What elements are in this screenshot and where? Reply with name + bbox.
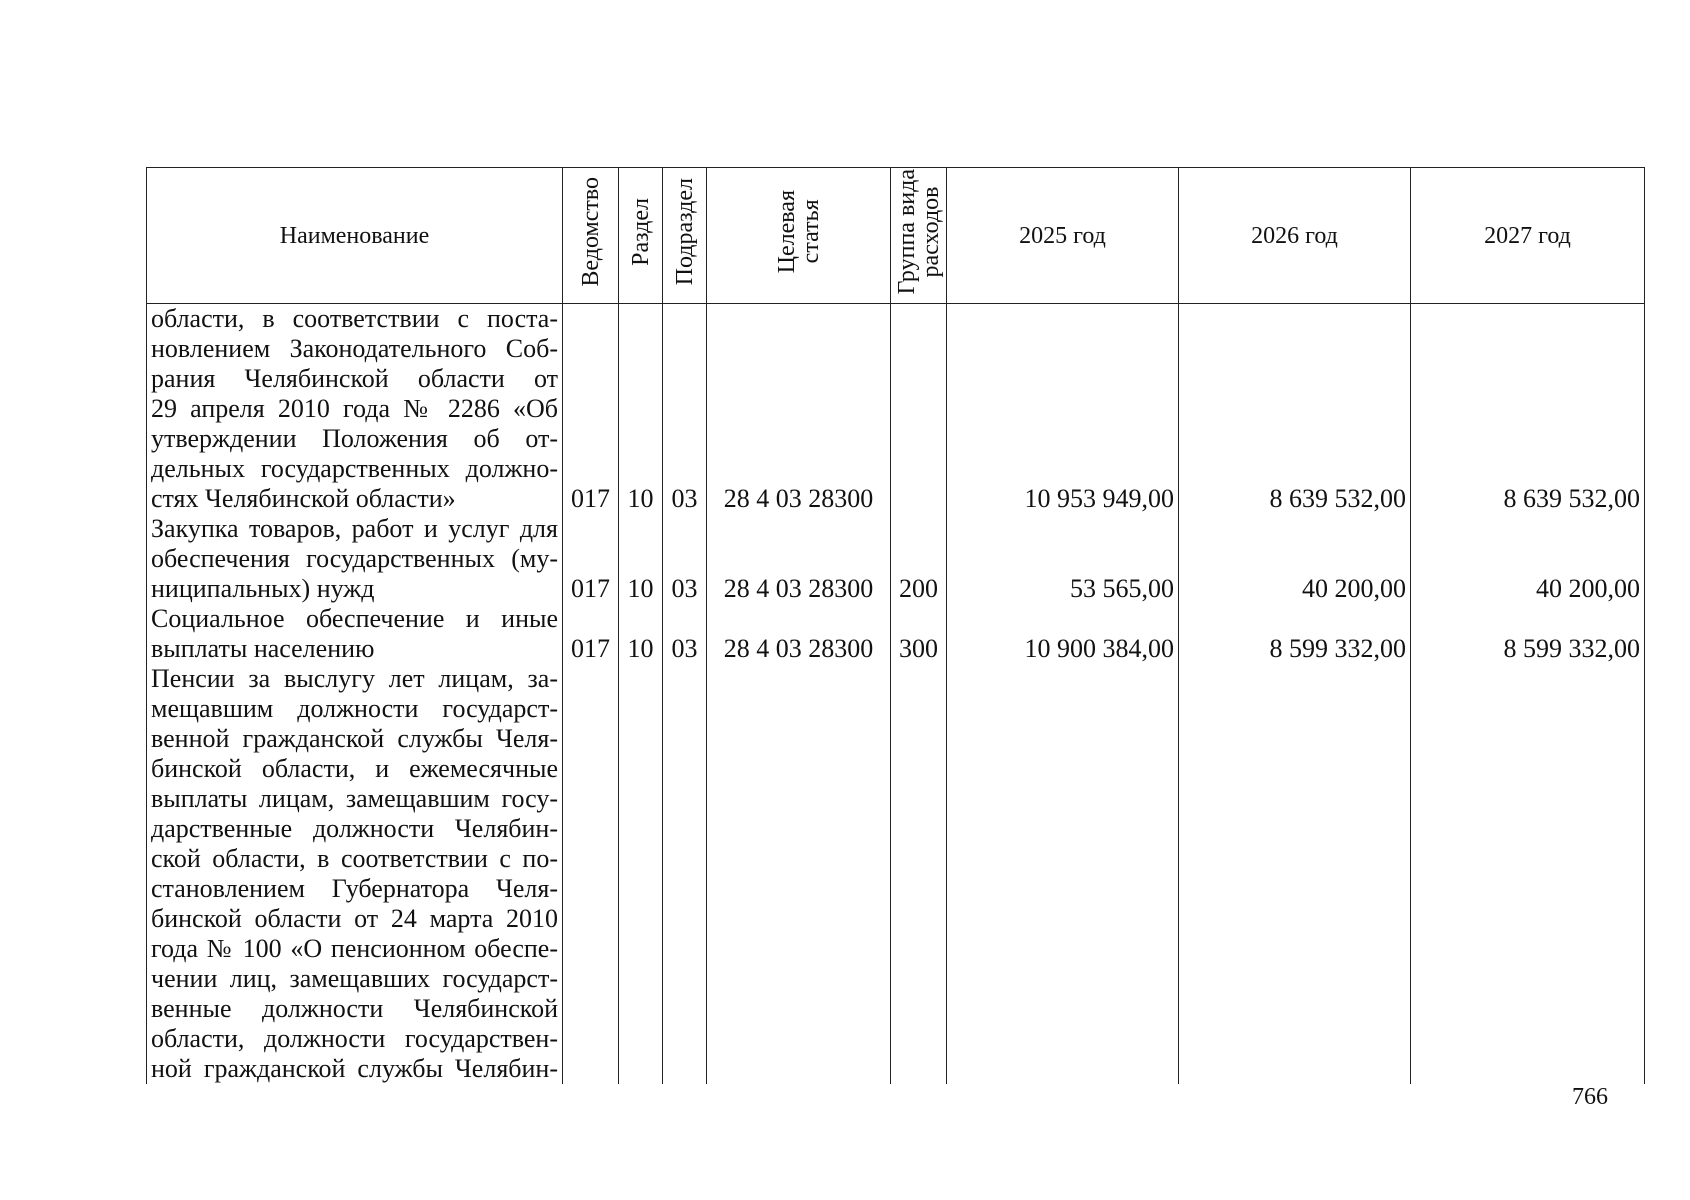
budget-table <box>146 167 1645 1084</box>
row-name: Закупка товаров, работ и услуг для обеспечения государственных (му- ниципальных) нужд <box>147 514 563 604</box>
row-amount-2027 <box>1411 664 1645 1084</box>
row-amount-2026 <box>1179 664 1411 1084</box>
row-amount-2025: 10 900 384,00 <box>947 604 1179 664</box>
row-amount-2027: 8 599 332,00 <box>1411 604 1645 664</box>
row-target-article: 28 4 03 28300 <box>707 604 891 664</box>
row-expense-group: 300 <box>891 604 947 664</box>
header-row <box>147 168 1645 304</box>
row-amount-2025 <box>947 664 1179 1084</box>
row-podrazdel <box>663 664 707 1084</box>
row-amount-2027: 40 200,00 <box>1411 514 1645 604</box>
header-year-2025: 2025 год <box>947 168 1179 304</box>
row-razdel: 10 <box>619 514 663 604</box>
row-name: области, в соответствии с поста- новлением Законодательного Соб- рания Челябинской области от 29 апреля 2010 года № 2286 «Об утверждении Положения об от- дельных государственных должно- стях Челябинской области» <box>147 304 563 515</box>
row-name: Социальное обеспечение и иные выплаты населению <box>147 604 563 664</box>
table-row <box>147 304 1645 515</box>
row-target-article: 28 4 03 28300 <box>707 304 891 515</box>
header-razdel: Раздел <box>619 168 663 304</box>
row-razdel: 10 <box>619 304 663 515</box>
table-row <box>147 514 1645 604</box>
row-vedomstvo: 017 <box>563 304 619 515</box>
row-expense-group <box>891 304 947 515</box>
row-name: Пенсии за выслугу лет лицам, за- мещавшим должности государст- венной гражданской службы Челя- бинской области, и ежемесячные выплаты лицам, замещавшим госу- дарственные должности Челябин- ской области, в соответствии с по- становлением Губернатора Челя- бинской области от 24 марта 2010 года № 100 «О пенсионном обеспе- чении лиц, замещавших государст- венные должности Челябинской области, должности государствен- ной гражданской службы Челябин- <box>147 664 563 1084</box>
row-vedomstvo <box>563 664 619 1084</box>
row-target-article <box>707 664 891 1084</box>
row-expense-group: 200 <box>891 514 947 604</box>
header-vedomstvo: Ведомство <box>563 168 619 304</box>
row-amount-2027: 8 639 532,00 <box>1411 304 1645 515</box>
row-amount-2026: 8 639 532,00 <box>1179 304 1411 515</box>
table-row <box>147 664 1645 1084</box>
row-podrazdel: 03 <box>663 514 707 604</box>
row-razdel: 10 <box>619 604 663 664</box>
row-razdel <box>619 664 663 1084</box>
row-amount-2026: 40 200,00 <box>1179 514 1411 604</box>
row-amount-2025: 53 565,00 <box>947 514 1179 604</box>
header-target-article: Целевая статья <box>707 168 891 304</box>
header-expense-group: Группа вида расходов <box>891 168 947 304</box>
row-vedomstvo: 017 <box>563 604 619 664</box>
row-podrazdel: 03 <box>663 304 707 515</box>
row-target-article: 28 4 03 28300 <box>707 514 891 604</box>
row-amount-2026: 8 599 332,00 <box>1179 604 1411 664</box>
row-amount-2025: 10 953 949,00 <box>947 304 1179 515</box>
row-vedomstvo: 017 <box>563 514 619 604</box>
header-podrazdel: Подраздел <box>663 168 707 304</box>
header-name: Наименование <box>147 168 563 304</box>
page-number: 766 <box>1572 1084 1608 1110</box>
header-year-2027: 2027 год <box>1411 168 1645 304</box>
table-row <box>147 604 1645 664</box>
row-podrazdel: 03 <box>663 604 707 664</box>
row-expense-group <box>891 664 947 1084</box>
header-year-2026: 2026 год <box>1179 168 1411 304</box>
